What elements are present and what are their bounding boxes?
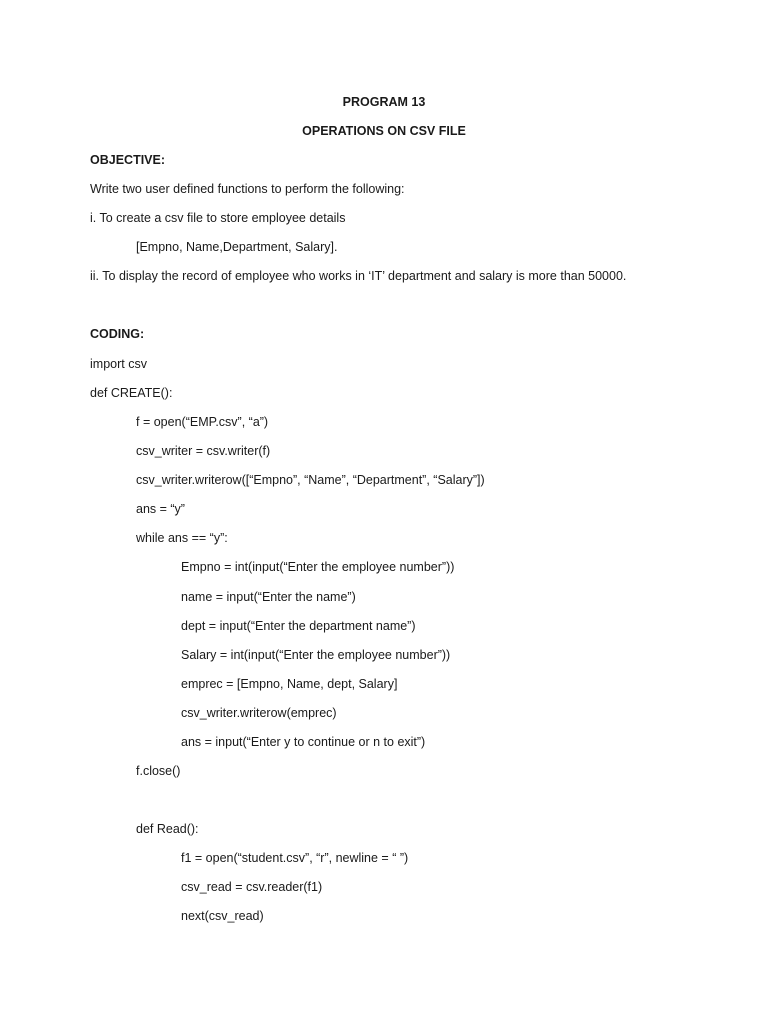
code-line: f.close() [136,764,181,778]
code-line: emprec = [Empno, Name, dept, Salary] [181,677,398,691]
program-subtitle: OPERATIONS ON CSV FILE [302,124,466,138]
code-line: csv_read = csv.reader(f1) [181,880,323,894]
code-line: csv_writer.writerow(emprec) [181,706,337,720]
code-line: def CREATE(): [90,386,173,400]
coding-heading: CODING: [90,327,145,341]
code-line: ans = input(“Enter y to continue or n to exit”) [181,735,426,749]
objective-line: ii. To display the record of employee who works in ‘IT’ department and salary is more than 50000. [90,269,627,283]
code-line: f = open(“EMP.csv”, “a”) [136,415,269,429]
code-line: next(csv_read) [181,909,264,923]
code-line: Empno = int(input(“Enter the employee number”)) [181,560,455,574]
objective-line: Write two user defined functions to perform the following: [90,182,405,196]
code-line: while ans == “y”: [136,531,228,545]
objective-line: i. To create a csv file to store employee details [90,211,346,225]
code-line: csv_writer.writerow([“Empno”, “Name”, “Department”, “Salary”]) [136,473,485,487]
code-line: csv_writer = csv.writer(f) [136,444,271,458]
objective-line: [Empno, Name,Department, Salary]. [136,240,338,254]
code-line: Salary = int(input(“Enter the employee number”)) [181,648,451,662]
code-line: def Read(): [136,822,199,836]
code-line: import csv [90,357,147,371]
code-line: f1 = open(“student.csv”, “r”, newline = “ ”) [181,851,409,865]
program-title: PROGRAM 13 [342,95,426,109]
code-line: dept = input(“Enter the department name”) [181,619,416,633]
code-line: name = input(“Enter the name”) [181,590,356,604]
code-line: ans = “y” [136,502,185,516]
objective-heading: OBJECTIVE: [90,153,166,167]
